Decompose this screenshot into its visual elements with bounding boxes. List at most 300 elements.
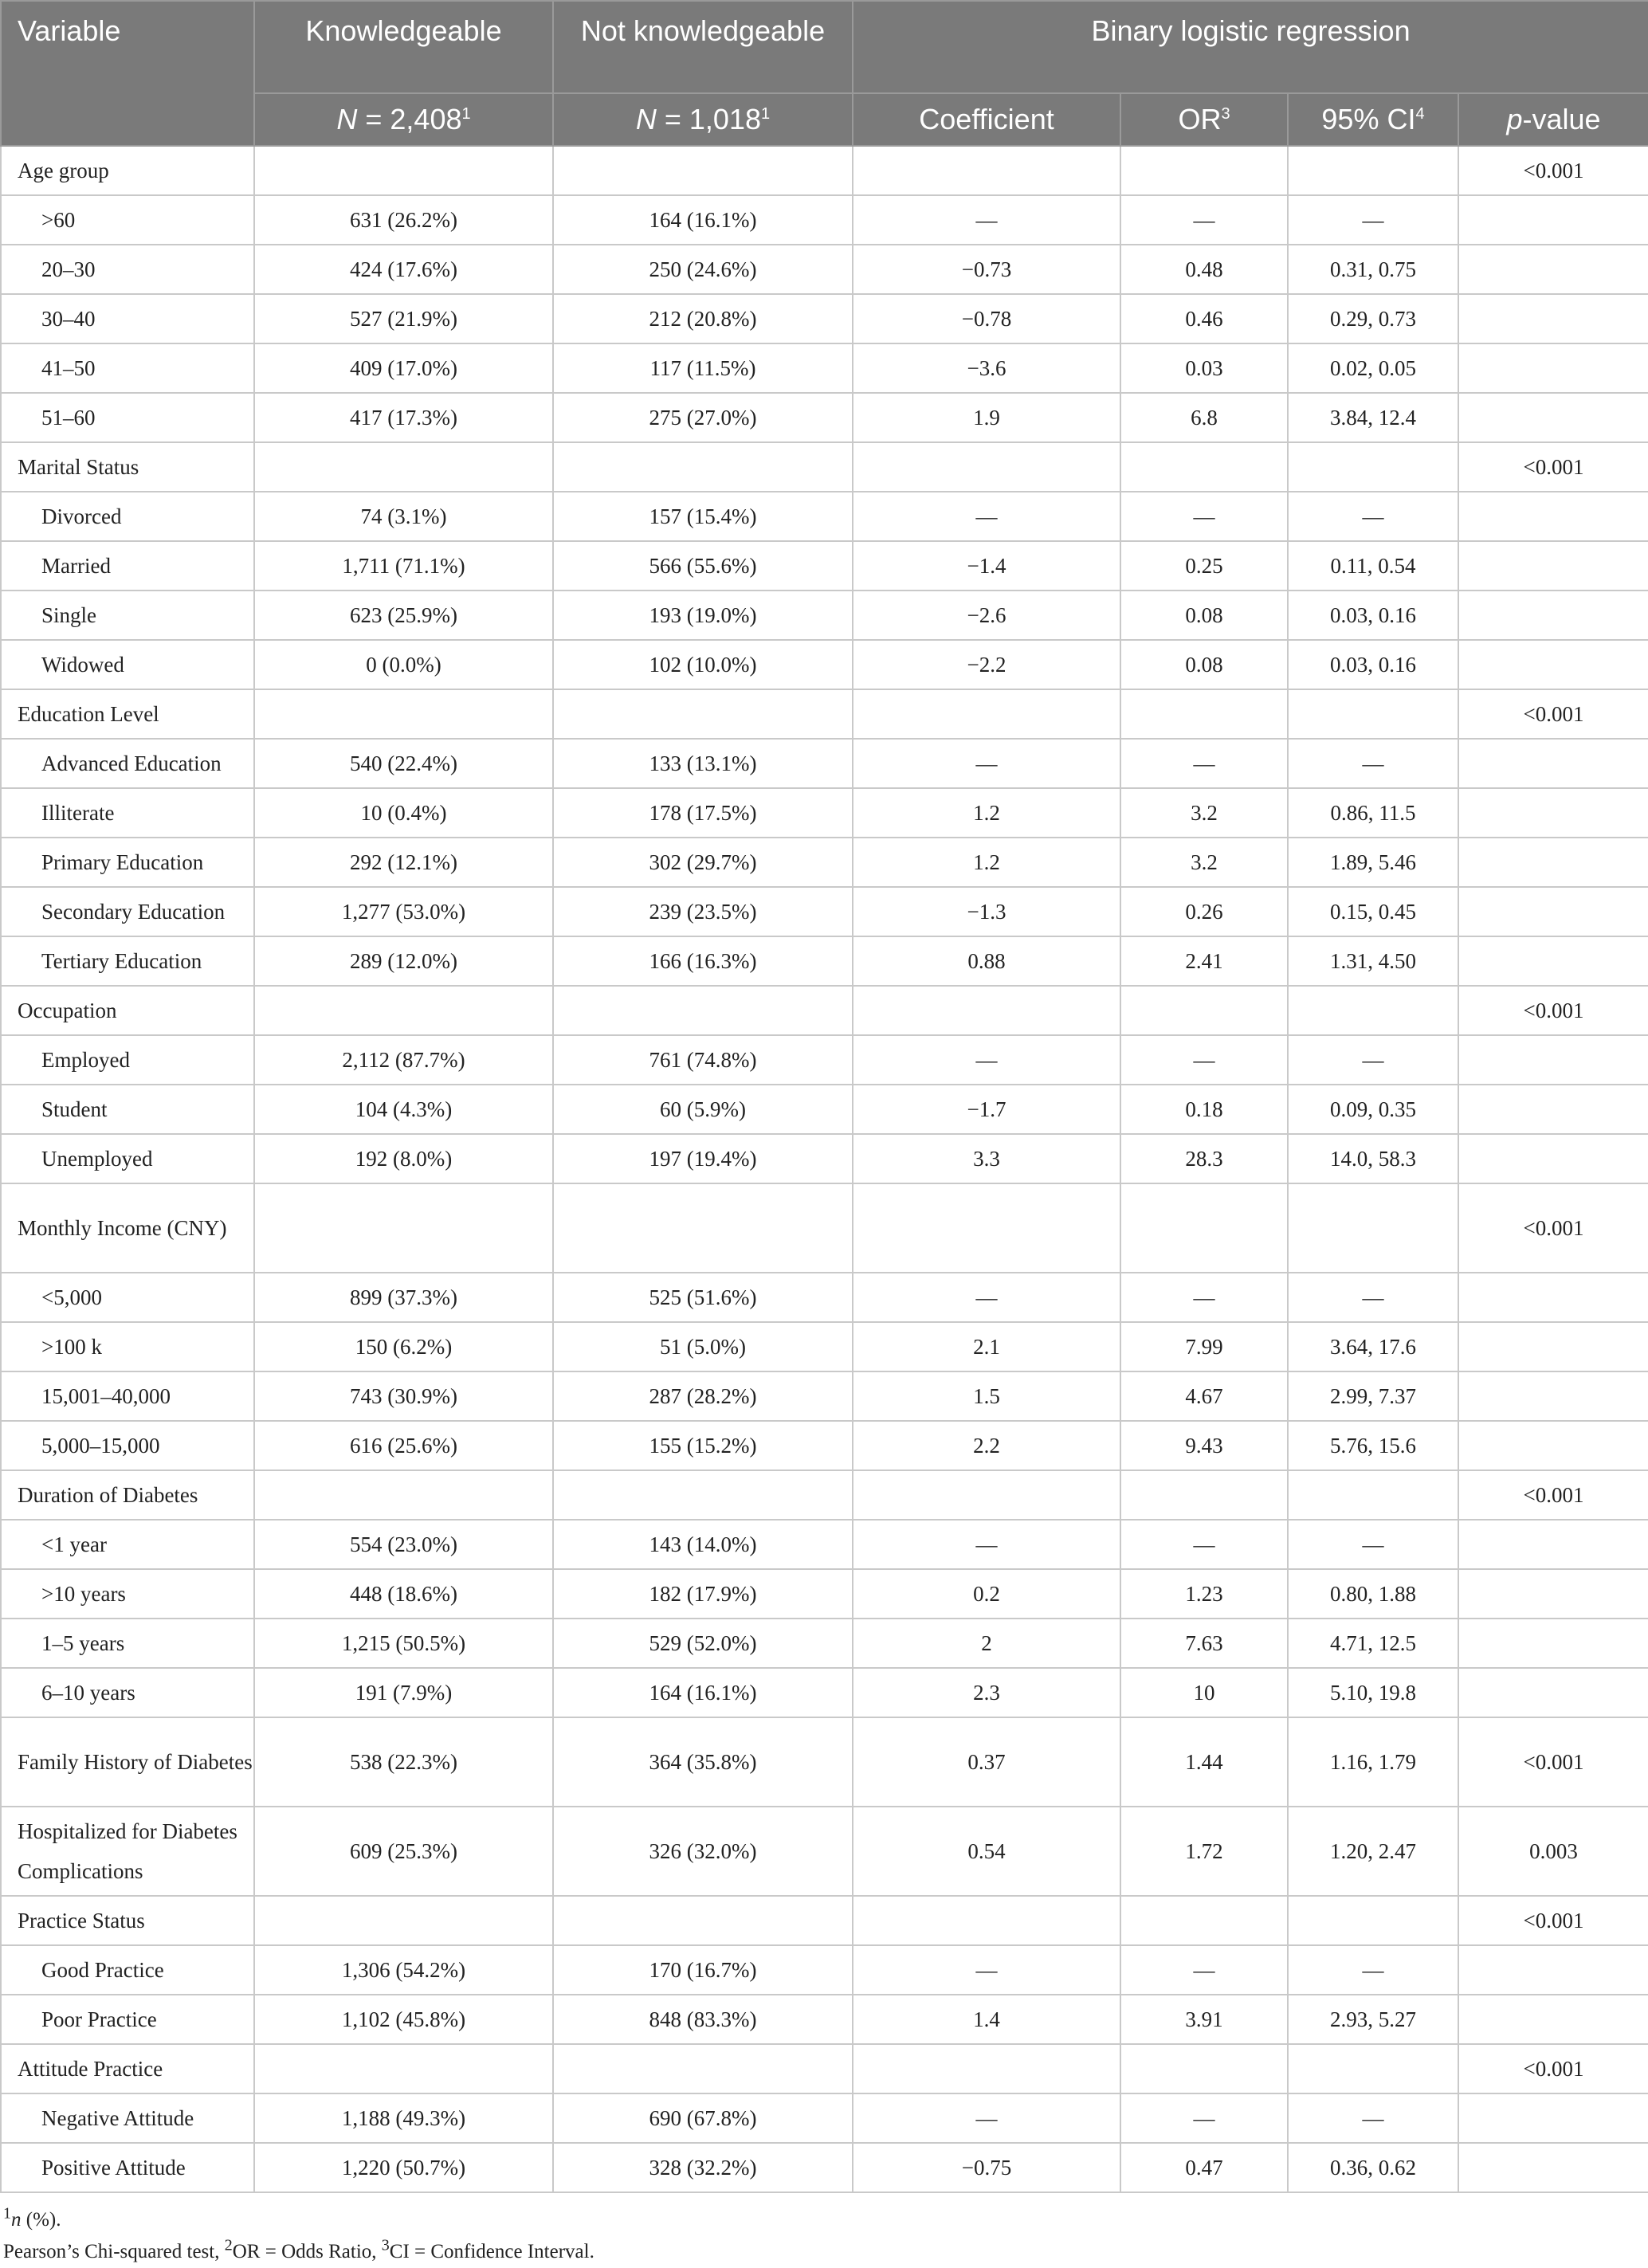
cell-variable: 1–5 years: [1, 1619, 254, 1668]
cell-p-value: [1458, 1569, 1648, 1619]
table-subrow: [1, 343, 1648, 393]
cell-knowledgeable: 1,215 (50.5%): [254, 1619, 553, 1668]
cell-not-knowledgeable: 155 (15.2%): [553, 1421, 853, 1470]
cell-p-value: <0.001: [1458, 1183, 1648, 1273]
table-group-row: [1, 986, 1648, 1035]
cell-not-knowledgeable: [553, 986, 853, 1035]
cell-knowledgeable: 104 (4.3%): [254, 1085, 553, 1134]
cell-or: 1.44: [1120, 1717, 1288, 1807]
cell-or: 0.08: [1120, 591, 1288, 640]
cell-coefficient: 1.4: [853, 1995, 1120, 2044]
cell-or: [1120, 442, 1288, 492]
cell-knowledgeable: 540 (22.4%): [254, 739, 553, 788]
cell-coefficient: 1.2: [853, 838, 1120, 887]
cell-ci: 5.10, 19.8: [1288, 1668, 1458, 1717]
cell-variable: Married: [1, 541, 254, 591]
cell-not-knowledgeable: [553, 1183, 853, 1273]
footnote-2-or-text: OR = Odds Ratio,: [232, 2241, 382, 2262]
table-group-row: [1, 146, 1648, 195]
cell-or: 0.47: [1120, 2143, 1288, 2192]
cell-p-value: <0.001: [1458, 1470, 1648, 1520]
cell-knowledgeable: 424 (17.6%): [254, 245, 553, 294]
cell-knowledgeable: 292 (12.1%): [254, 838, 553, 887]
table-subrow: [1, 2093, 1648, 2143]
table-group-row: [1, 2044, 1648, 2093]
cell-coefficient: —: [853, 1035, 1120, 1085]
cell-not-knowledgeable: 328 (32.2%): [553, 2143, 853, 2192]
cell-p-value: [1458, 739, 1648, 788]
cell-variable: Occupation: [1, 986, 254, 1035]
cell-knowledgeable: [254, 986, 553, 1035]
cell-variable: Student: [1, 1085, 254, 1134]
cell-ci: —: [1288, 739, 1458, 788]
cell-knowledgeable: 631 (26.2%): [254, 195, 553, 245]
cell-p-value: <0.001: [1458, 1717, 1648, 1807]
cell-or: 0.46: [1120, 294, 1288, 343]
cell-p-value: [1458, 2143, 1648, 2192]
cell-knowledgeable: 899 (37.3%): [254, 1273, 553, 1322]
cell-ci: 2.93, 5.27: [1288, 1995, 1458, 2044]
cell-not-knowledgeable: 287 (28.2%): [553, 1371, 853, 1421]
cell-p-value: [1458, 541, 1648, 591]
header-coefficient: Coefficient: [853, 93, 1120, 146]
cell-coefficient: —: [853, 195, 1120, 245]
cell-coefficient: −2.6: [853, 591, 1120, 640]
cell-or: —: [1120, 492, 1288, 541]
n-not-prefix: N: [635, 103, 657, 135]
cell-ci: 1.89, 5.46: [1288, 838, 1458, 887]
table-subrow: [1, 195, 1648, 245]
header-not-knowledgeable: Not knowledgeable: [553, 1, 853, 93]
cell-not-knowledgeable: 525 (51.6%): [553, 1273, 853, 1322]
cell-p-value: [1458, 343, 1648, 393]
cell-knowledgeable: 1,102 (45.8%): [254, 1995, 553, 2044]
cell-or: [1120, 689, 1288, 739]
cell-coefficient: −1.4: [853, 541, 1120, 591]
cell-variable: Advanced Education: [1, 739, 254, 788]
cell-coefficient: [853, 1183, 1120, 1273]
cell-not-knowledgeable: 117 (11.5%): [553, 343, 853, 393]
cell-or: 0.48: [1120, 245, 1288, 294]
cell-knowledgeable: 0 (0.0%): [254, 640, 553, 689]
table-subrow: [1, 591, 1648, 640]
cell-variable: 51–60: [1, 393, 254, 442]
cell-ci: [1288, 1470, 1458, 1520]
cell-ci: [1288, 986, 1458, 1035]
cell-knowledgeable: [254, 1470, 553, 1520]
cell-coefficient: —: [853, 1273, 1120, 1322]
table-subrow: [1, 1322, 1648, 1371]
cell-or: 28.3: [1120, 1134, 1288, 1183]
table-subrow: [1, 1421, 1648, 1470]
cell-coefficient: 3.3: [853, 1134, 1120, 1183]
cell-ci: 1.20, 2.47: [1288, 1807, 1458, 1896]
cell-variable: 30–40: [1, 294, 254, 343]
cell-ci: 0.86, 11.5: [1288, 788, 1458, 838]
cell-not-knowledgeable: 178 (17.5%): [553, 788, 853, 838]
cell-ci: —: [1288, 1945, 1458, 1995]
cell-ci: 0.80, 1.88: [1288, 1569, 1458, 1619]
table-header: [1, 1, 1648, 146]
table-subrow: [1, 788, 1648, 838]
cell-knowledgeable: 554 (23.0%): [254, 1520, 553, 1569]
cell-p-value: <0.001: [1458, 1896, 1648, 1945]
cell-ci: 0.31, 0.75: [1288, 245, 1458, 294]
table-group-row: [1, 689, 1648, 739]
cell-coefficient: [853, 1470, 1120, 1520]
cell-ci: —: [1288, 1273, 1458, 1322]
table-subrow: [1, 1995, 1648, 2044]
header-p-value: [1458, 93, 1648, 146]
table-subrow: [1, 1520, 1648, 1569]
cell-ci: 0.29, 0.73: [1288, 294, 1458, 343]
cell-or: —: [1120, 1520, 1288, 1569]
cell-p-value: [1458, 640, 1648, 689]
cell-not-knowledgeable: 164 (16.1%): [553, 195, 853, 245]
cell-not-knowledgeable: [553, 146, 853, 195]
cell-variable: Secondary Education: [1, 887, 254, 936]
cell-ci: 0.11, 0.54: [1288, 541, 1458, 591]
cell-not-knowledgeable: 529 (52.0%): [553, 1619, 853, 1668]
cell-coefficient: −1.7: [853, 1085, 1120, 1134]
cell-variable: Tertiary Education: [1, 936, 254, 986]
cell-coefficient: —: [853, 1945, 1120, 1995]
cell-p-value: [1458, 1085, 1648, 1134]
cell-ci: [1288, 1183, 1458, 1273]
table-subrow: [1, 1569, 1648, 1619]
cell-variable: 20–30: [1, 245, 254, 294]
cell-variable: Practice Status: [1, 1896, 254, 1945]
cell-coefficient: —: [853, 2093, 1120, 2143]
cell-ci: 5.76, 15.6: [1288, 1421, 1458, 1470]
cell-not-knowledgeable: 164 (16.1%): [553, 1668, 853, 1717]
cell-coefficient: —: [853, 739, 1120, 788]
cell-ci: 3.84, 12.4: [1288, 393, 1458, 442]
cell-p-value: [1458, 294, 1648, 343]
cell-p-value: [1458, 1134, 1648, 1183]
cell-knowledgeable: 616 (25.6%): [254, 1421, 553, 1470]
cell-knowledgeable: [254, 1183, 553, 1273]
cell-p-value: 0.003: [1458, 1807, 1648, 1896]
cell-knowledgeable: 417 (17.3%): [254, 393, 553, 442]
table-subrow: [1, 1134, 1648, 1183]
cell-p-value: <0.001: [1458, 442, 1648, 492]
cell-or: [1120, 1183, 1288, 1273]
or-label: OR: [1178, 103, 1222, 135]
cell-variable: Employed: [1, 1035, 254, 1085]
table-subrow: [1, 1945, 1648, 1995]
cell-variable: Marital Status: [1, 442, 254, 492]
cell-not-knowledgeable: 275 (27.0%): [553, 393, 853, 442]
footnote-2-text: Pearson’s Chi-squared test,: [3, 2241, 225, 2262]
cell-variable: 41–50: [1, 343, 254, 393]
cell-or: [1120, 2044, 1288, 2093]
cell-coefficient: [853, 1896, 1120, 1945]
cell-not-knowledgeable: 250 (24.6%): [553, 245, 853, 294]
cell-variable: Illiterate: [1, 788, 254, 838]
table-subrow: [1, 1371, 1648, 1421]
cell-not-knowledgeable: 182 (17.9%): [553, 1569, 853, 1619]
cell-knowledgeable: 1,277 (53.0%): [254, 887, 553, 936]
cell-variable: <1 year: [1, 1520, 254, 1569]
cell-or: [1120, 986, 1288, 1035]
table-subrow: [1, 838, 1648, 887]
table-subrow: [1, 640, 1648, 689]
cell-ci: [1288, 442, 1458, 492]
cell-knowledgeable: 192 (8.0%): [254, 1134, 553, 1183]
cell-or: 0.18: [1120, 1085, 1288, 1134]
cell-knowledgeable: 2,112 (87.7%): [254, 1035, 553, 1085]
cell-not-knowledgeable: 690 (67.8%): [553, 2093, 853, 2143]
cell-not-knowledgeable: 193 (19.0%): [553, 591, 853, 640]
cell-knowledgeable: 1,711 (71.1%): [254, 541, 553, 591]
cell-ci: 4.71, 12.5: [1288, 1619, 1458, 1668]
cell-or: [1120, 1470, 1288, 1520]
cell-or: —: [1120, 1945, 1288, 1995]
cell-p-value: [1458, 245, 1648, 294]
cell-or: 3.91: [1120, 1995, 1288, 2044]
cell-coefficient: 2.3: [853, 1668, 1120, 1717]
cell-p-value: <0.001: [1458, 689, 1648, 739]
cell-knowledgeable: [254, 2044, 553, 2093]
cell-variable: Education Level: [1, 689, 254, 739]
cell-not-knowledgeable: 143 (14.0%): [553, 1520, 853, 1569]
cell-p-value: <0.001: [1458, 2044, 1648, 2093]
cell-knowledgeable: [254, 1896, 553, 1945]
cell-not-knowledgeable: 102 (10.0%): [553, 640, 853, 689]
cell-variable: Age group: [1, 146, 254, 195]
cell-p-value: [1458, 1619, 1648, 1668]
table-group-row: [1, 1470, 1648, 1520]
cell-p-value: [1458, 1520, 1648, 1569]
cell-ci: —: [1288, 1520, 1458, 1569]
cell-p-value: [1458, 1945, 1648, 1995]
cell-p-value: [1458, 393, 1648, 442]
cell-coefficient: [853, 689, 1120, 739]
n-knowledgeable-sup: 1: [461, 105, 471, 123]
cell-or: 6.8: [1120, 393, 1288, 442]
cell-or: 0.08: [1120, 640, 1288, 689]
cell-not-knowledgeable: 197 (19.4%): [553, 1134, 853, 1183]
cell-coefficient: —: [853, 1520, 1120, 1569]
cell-knowledgeable: 609 (25.3%): [254, 1807, 553, 1896]
cell-not-knowledgeable: 761 (74.8%): [553, 1035, 853, 1085]
cell-variable: Good Practice: [1, 1945, 254, 1995]
cell-or: 10: [1120, 1668, 1288, 1717]
cell-or: 2.41: [1120, 936, 1288, 986]
cell-not-knowledgeable: [553, 442, 853, 492]
cell-variable: <5,000: [1, 1273, 254, 1322]
cell-coefficient: 1.2: [853, 788, 1120, 838]
n-knowledgeable-value: = 2,408: [357, 103, 462, 135]
cell-p-value: [1458, 1273, 1648, 1322]
p-rest: -value: [1522, 103, 1601, 135]
header-n-not-knowledgeable: [553, 93, 853, 146]
cell-p-value: [1458, 591, 1648, 640]
cell-or: —: [1120, 1035, 1288, 1085]
header-n-knowledgeable: [254, 93, 553, 146]
table-body: [1, 146, 1648, 2192]
cell-not-knowledgeable: 157 (15.4%): [553, 492, 853, 541]
header-or: [1120, 93, 1288, 146]
cell-ci: 0.03, 0.16: [1288, 640, 1458, 689]
cell-ci: 0.03, 0.16: [1288, 591, 1458, 640]
cell-or: 7.99: [1120, 1322, 1288, 1371]
cell-coefficient: −2.2: [853, 640, 1120, 689]
cell-variable: Unemployed: [1, 1134, 254, 1183]
cell-p-value: <0.001: [1458, 146, 1648, 195]
cell-coefficient: —: [853, 492, 1120, 541]
cell-ci: [1288, 689, 1458, 739]
cell-variable: Monthly Income (CNY): [1, 1183, 254, 1273]
cell-coefficient: 2: [853, 1619, 1120, 1668]
cell-ci: 1.16, 1.79: [1288, 1717, 1458, 1807]
cell-or: [1120, 146, 1288, 195]
footnote-2-sup-or: 2: [224, 2236, 233, 2254]
cell-not-knowledgeable: 566 (55.6%): [553, 541, 853, 591]
cell-coefficient: 0.88: [853, 936, 1120, 986]
cell-coefficient: −0.78: [853, 294, 1120, 343]
cell-variable: Widowed: [1, 640, 254, 689]
cell-variable: >100 k: [1, 1322, 254, 1371]
cell-or: [1120, 1896, 1288, 1945]
cell-ci: —: [1288, 2093, 1458, 2143]
cell-p-value: [1458, 1668, 1648, 1717]
table-subrow: [1, 1085, 1648, 1134]
cell-knowledgeable: [254, 146, 553, 195]
cell-or: 0.25: [1120, 541, 1288, 591]
footnote-2-sup-ci: 3: [381, 2236, 390, 2254]
table-subrow: [1, 887, 1648, 936]
cell-coefficient: 1.5: [853, 1371, 1120, 1421]
cell-knowledgeable: [254, 689, 553, 739]
cell-or: 1.23: [1120, 1569, 1288, 1619]
table-subrow: [1, 393, 1648, 442]
cell-knowledgeable: 448 (18.6%): [254, 1569, 553, 1619]
table-subrow: [1, 294, 1648, 343]
cell-knowledgeable: 1,220 (50.7%): [254, 2143, 553, 2192]
cell-or: 3.2: [1120, 788, 1288, 838]
cell-not-knowledgeable: 848 (83.3%): [553, 1995, 853, 2044]
cell-knowledgeable: 538 (22.3%): [254, 1717, 553, 1807]
header-knowledgeable: Knowledgeable: [254, 1, 553, 93]
cell-coefficient: −1.3: [853, 887, 1120, 936]
cell-not-knowledgeable: [553, 1896, 853, 1945]
cell-ci: 14.0, 58.3: [1288, 1134, 1458, 1183]
cell-or: —: [1120, 2093, 1288, 2143]
table-subrow: [1, 1668, 1648, 1717]
footnote-1: [0, 2204, 1648, 2236]
cell-knowledgeable: 191 (7.9%): [254, 1668, 553, 1717]
p-italic: p: [1506, 103, 1523, 135]
table-subrow: [1, 2143, 1648, 2192]
cell-ci: 2.99, 7.37: [1288, 1371, 1458, 1421]
cell-ci: —: [1288, 492, 1458, 541]
cell-or: 4.67: [1120, 1371, 1288, 1421]
table-subrow: [1, 492, 1648, 541]
cell-knowledgeable: 10 (0.4%): [254, 788, 553, 838]
table-subrow: [1, 541, 1648, 591]
cell-p-value: [1458, 492, 1648, 541]
table-group-row: [1, 1183, 1648, 1273]
cell-p-value: [1458, 195, 1648, 245]
table-group-row: [1, 442, 1648, 492]
cell-not-knowledgeable: [553, 2044, 853, 2093]
table-subrow: [1, 1035, 1648, 1085]
cell-not-knowledgeable: 170 (16.7%): [553, 1945, 853, 1995]
cell-not-knowledgeable: 212 (20.8%): [553, 294, 853, 343]
cell-not-knowledgeable: 302 (29.7%): [553, 838, 853, 887]
cell-variable: 5,000–15,000: [1, 1421, 254, 1470]
cell-or: 3.2: [1120, 838, 1288, 887]
cell-variable: >10 years: [1, 1569, 254, 1619]
cell-not-knowledgeable: 364 (35.8%): [553, 1717, 853, 1807]
cell-variable: Hospitalized for Diabetes Complications: [1, 1807, 254, 1896]
cell-coefficient: 2.2: [853, 1421, 1120, 1470]
cell-p-value: <0.001: [1458, 986, 1648, 1035]
cell-or: —: [1120, 739, 1288, 788]
cell-coefficient: 0.54: [853, 1807, 1120, 1896]
cell-ci: [1288, 1896, 1458, 1945]
n-knowledgeable-prefix: N: [336, 103, 358, 135]
n-not-value: = 1,018: [656, 103, 761, 135]
cell-p-value: [1458, 1371, 1648, 1421]
cell-variable: 6–10 years: [1, 1668, 254, 1717]
n-not-sup: 1: [761, 105, 771, 123]
cell-or: —: [1120, 1273, 1288, 1322]
cell-not-knowledgeable: 326 (32.0%): [553, 1807, 853, 1896]
cell-variable: 15,001–40,000: [1, 1371, 254, 1421]
cell-ci: 0.09, 0.35: [1288, 1085, 1458, 1134]
cell-coefficient: −0.73: [853, 245, 1120, 294]
cell-knowledgeable: 74 (3.1%): [254, 492, 553, 541]
cell-not-knowledgeable: [553, 1470, 853, 1520]
table-group-row: [1, 1717, 1648, 1807]
cell-p-value: [1458, 887, 1648, 936]
cell-coefficient: [853, 986, 1120, 1035]
cell-p-value: [1458, 788, 1648, 838]
cell-p-value: [1458, 936, 1648, 986]
header-variable: Variable: [1, 1, 254, 146]
cell-ci: 3.64, 17.6: [1288, 1322, 1458, 1371]
cell-not-knowledgeable: 51 (5.0%): [553, 1322, 853, 1371]
cell-coefficient: 0.37: [853, 1717, 1120, 1807]
cell-variable: Positive Attitude: [1, 2143, 254, 2192]
cell-variable: Poor Practice: [1, 1995, 254, 2044]
cell-knowledgeable: 1,188 (49.3%): [254, 2093, 553, 2143]
cell-coefficient: 0.2: [853, 1569, 1120, 1619]
cell-knowledgeable: 1,306 (54.2%): [254, 1945, 553, 1995]
table-group-row: [1, 1807, 1648, 1896]
table-subrow: [1, 936, 1648, 986]
table-subrow: [1, 1619, 1648, 1668]
cell-coefficient: −3.6: [853, 343, 1120, 393]
footnote-1-italic: n: [11, 2209, 22, 2231]
cell-or: —: [1120, 195, 1288, 245]
cell-or: 1.72: [1120, 1807, 1288, 1896]
cell-knowledgeable: 743 (30.9%): [254, 1371, 553, 1421]
cell-p-value: [1458, 1421, 1648, 1470]
cell-p-value: [1458, 2093, 1648, 2143]
cell-ci: [1288, 2044, 1458, 2093]
cell-p-value: [1458, 1995, 1648, 2044]
cell-coefficient: −0.75: [853, 2143, 1120, 2192]
cell-variable: >60: [1, 195, 254, 245]
footnote-2-ci-text: CI = Confidence Interval.: [389, 2241, 594, 2262]
header-regression: Binary logistic regression: [853, 1, 1648, 93]
cell-or: 0.03: [1120, 343, 1288, 393]
table-subrow: [1, 1273, 1648, 1322]
